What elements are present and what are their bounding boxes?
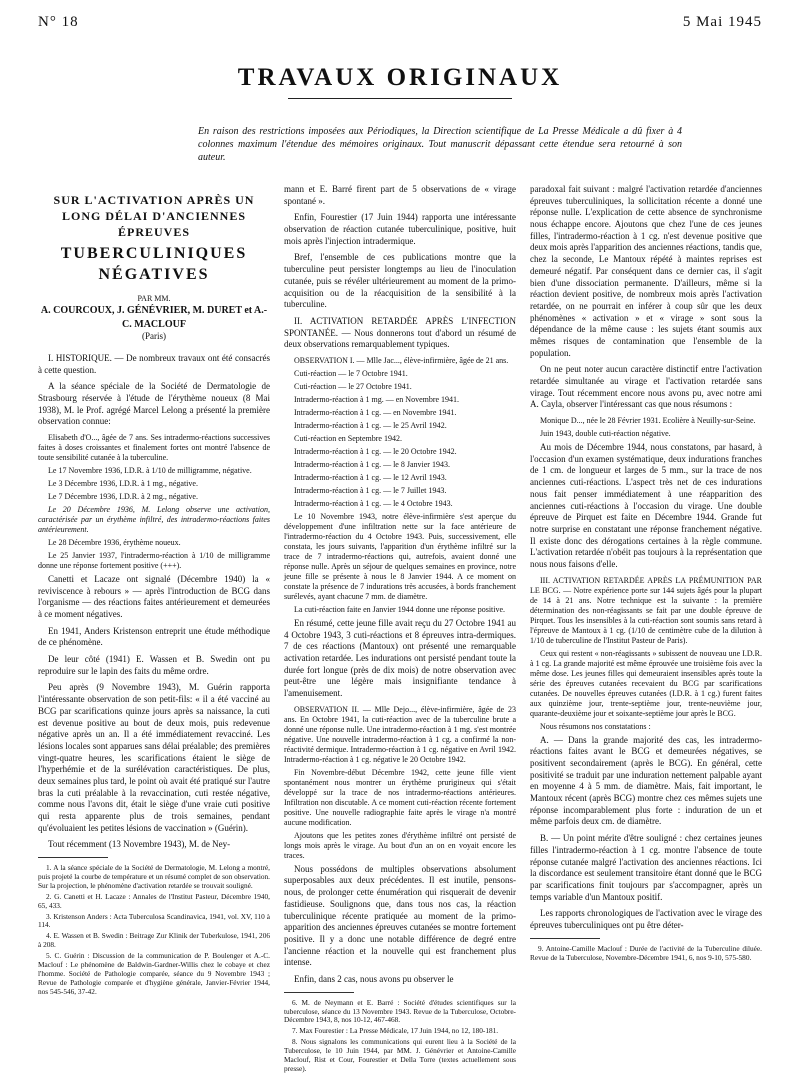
footnote-rule	[284, 992, 354, 993]
footnote: 4. E. Wassen et B. Swedin : Beitrage Zur Klinik der Tuberkulose, 1941, 206 à 208.	[38, 931, 270, 950]
article-heading	[38, 192, 270, 343]
section-block	[530, 576, 762, 732]
paragraph: De leur côté (1941) E. Wassen et B. Swedin ont pu reproduire sur le lapin des faits du même ordre.	[38, 654, 270, 676]
paragraph: Enfin, Fourestier (17 Juin 1944) rapporta une intéressante observation de réaction cutanée tuberculinique, positive, huit mois après l'injection intradermique.	[284, 212, 516, 246]
column-3	[530, 184, 762, 1076]
observation-line: Cuti-réaction — le 7 Octobre 1941.	[294, 368, 408, 378]
case-line: Juin 1943, double cuti-réaction négative.	[540, 429, 671, 439]
observation-block	[38, 433, 270, 571]
observation-line: Intradermo-réaction à 1 cg. — en Novembre 1941.	[294, 407, 457, 417]
article-columns	[38, 184, 762, 1076]
issue-number: N° 18	[38, 14, 79, 30]
observation-line: Le 25 Janvier 1937, l'intradermo-réaction à 1/10 de milligramme donne une réponse fortement positive (+++).	[38, 550, 270, 570]
observation-text: Fin Novembre-début Décembre 1942, cette jeune fille vient spontanément nous montrer un érythème prurigineux qui s'était développé sur la trace de nos intradermo-réactions antérieures. Infiltration non discutable. A ce moment cuti-réaction récente fortement positive. Une nouvelle radiographie faite après le virage n'a montré aucune modification.	[284, 767, 516, 827]
paragraph: Les rapports chronologiques de l'activation avec le virage des épreuves tuberculiniques ont pu être déter-	[530, 908, 762, 930]
footnote: 6. M. de Neymann et E. Barré : Société d'études scientifiques sur la tuberculose, séance du 13 Novembre 1943. Revue de la Tuberculose, Octobre-Décembre 1943, 8, nos 10-12, 467-468.	[284, 997, 516, 1025]
observation-line: Le 3 Décembre 1936, I.D.R. à 1 mg., négative.	[48, 478, 198, 488]
editorial-notice: En raison des restrictions imposées aux Périodiques, la Direction scientifique de La Presse Médicale a dû fixer à 4 colonnes maximum l'étendue des mémoires originaux. Tout manuscrit dépassant cette étendue sera retourné à son auteur.	[198, 126, 682, 163]
observation-line: Le 17 Novembre 1936, I.D.R. à 1/10 de milligramme, négative.	[48, 465, 252, 475]
article-title-line1: SUR L'ACTIVATION APRÈS UN LONG DÉLAI D'ANCIENNES ÉPREUVES	[53, 193, 255, 240]
footnote: 1. A la séance spéciale de la Société de Dermatologie, M. Lelong a montré, puis projeté la courbe de température et un résumé complet de son observation. Sur la projection, le phénomène d'activation retardée se trouvait souligné.	[38, 863, 270, 890]
section-title: TRAVAUX ORIGINAUX	[237, 64, 563, 91]
footnote: 7. Max Fourestier : La Presse Médicale, 17 Juin 1944, no 12, 180-181.	[292, 1026, 499, 1036]
paragraph: Ceux qui restent « non-réagissants » subissent de nouveau une I.D.R. à 1 cg. La grande majorité est même éprouvée une troisième fois avec la même dose. Les jeunes filles qui demeuraient insensibles après toute la série des épreuves cutanées recevaient du BCG par scarifications cutanées. De nouvelles épreuves cutanées (I.D.R. à 1 cg.) furent faites aux quinzième jour, trente-septième jour, trente-neuvième jour, quarante-deuxième jour et soixante-septième jour après le BCG.	[530, 648, 762, 718]
footnote: 3. Kristenson Anders : Acta Tuberculosa Scandinavica, 1941, vol. XV, 110 à 114.	[38, 911, 270, 930]
paragraph: I. HISTORIQUE. — De nombreux travaux ont été consacrés à cette question.	[38, 352, 270, 375]
issue-date: 5 Mai 1945	[682, 14, 762, 30]
observation-title: OBSERVATION I. — Mlle Jac..., élève-infirmière, âgée de 21 ans.	[294, 355, 509, 365]
authors: A. COURCOUX, J. GÉNÉVRIER, M. DURET et A.-C. MACLOUF	[40, 305, 268, 330]
section-heading: III. ACTIVATION RETARDÉE APRÈS LA PRÉMUNITION PAR LE BCG. — Notre expérience porte sur 144 sujets âgés pour la plupart de 14 à 21 ans. Notre technique est la suivante : la première détermination des non-réagissants se fait par une double épreuve de Pirquet. Tous les insensibles à la cuti-réaction sont soumis sans retard à l'épreuve de Mantoux à 1 cg. (1/10 de centimètre cube de la dilution à 1/10 de tuberculine de l'Institut Pasteur de Paris).	[530, 575, 762, 645]
observation-line: Intradermo-réaction à 1 cg. — le 25 Avril 1942.	[294, 420, 447, 430]
article-title-line2: TUBERCULINIQUES NÉGATIVES	[60, 244, 248, 284]
footnote-rule	[530, 938, 600, 939]
paragraph: Peu après (9 Novembre 1943), M. Guérin rapporta l'intéressante observation de son petit-fils: « il a été vacciné au BCG par scarifications quinze jours après sa naissance, la cuti est devenue positive au bout de deux mois, puis redevenue négative après un an. Il a été immédiatement revacciné. Les lésions locales sont apparues sans délai préalable; des premières vingt-quatre heures, les scarifications étaient le siège de l'hyperhémie et de la surélévation caractéristiques. De plus, deux semaines plus tard, le point où avait été pratiqué sur l'autre bras la cuti préalable à la revaccination, cuti restée négative, comme nous l'avons dit, était le siège d'une vraie cuti positive qui resta apparente plus de trois semaines, pendant qu'évoluaient les petites lésions de vaccination » (Guérin).	[38, 682, 270, 833]
authors-prefix: PAR MM.	[137, 293, 171, 303]
observation-text: La cuti-réaction faite en Janvier 1944 donne une réponse positive.	[294, 604, 506, 614]
paragraph: A. — Dans la grande majorité des cas, les intradermo-réactions faites avant le BCG et demeurées négatives, se positivent secondairement (après le BCG). En général, cette positivité se traduit par une induration nettement palpable ayant en moyenne 4 à 5 mm. de diamètre. Mais, fait important, le Mantoux récent (après BCG) montre chez ces mêmes sujets une réponse incomparablement plus forte : induration de un et même parfois deux cm. de diamètre.	[530, 734, 762, 827]
page-header	[38, 14, 762, 36]
observation-line: Intradermo-réaction à 1 cg. — le 7 Juillet 1943.	[294, 485, 447, 495]
observation-line: Cuti-réaction en Septembre 1942.	[294, 433, 402, 443]
column-1	[38, 184, 270, 1076]
paragraph: B. — Un point mérite d'être souligné : chez certaines jeunes filles l'intradermo-réaction à 1 cg. montre l'absence de toute réponse cutanée malgré l'activation des anciennes réactions. Ici la discordance est seulement transitoire étant donné que le BCG par scarifications finit toujours par s'accompagner, après un temps variable d'un Mantoux positif.	[530, 833, 762, 902]
paragraph: Canetti et Lacaze ont signalé (Décembre 1940) la « reviviscence à rebours » — après l'introduction de BCG dans l'organisme — des réactions faites antérieurement et demeurées à ce moment négatives.	[38, 573, 270, 620]
observation-text: Le 10 Novembre 1943, notre élève-infirmière s'est aperçue du développement d'une infiltration nette sur la face antérieure de l'intradermo-réaction du 4 Octobre 1943. Puis, successivement, elle constata, les jours suivants, l'apparition d'un érythème infiltré sur la trace de 7 intradermo-réactions qui, autrefois, avaient donné une réponse nulle. Après un séjour de quelques semaines en province, notre jeune fille se présente à nous le 8 Janvier 1944. A ce moment on constate la présence de 7 indurations très accusées, à bords franchement surélevés, ayant chacune 7 mm. de diamètre.	[284, 511, 516, 601]
paragraph: On ne peut noter aucun caractère distinctif entre l'activation retardée simultanée au virage et l'activation retardée sans virage. Tout récemment encore nous avons pu, avec notre ami A. Cayla, observer l'intéressant cas que nous résumons :	[530, 364, 762, 410]
paragraph: A la séance spéciale de la Société de Dermatologie de Strasbourg réservée à l'étude de l'érythème noueux (8 Mai 1938), M. le Prof. agrégé Marcel Lelong a présenté la première observation connue:	[38, 381, 270, 427]
footnote: 2. G. Canetti et H. Lacaze : Annales de l'Institut Pasteur, Décembre 1940, 65, 433.	[38, 891, 270, 910]
authors-location: (Paris)	[142, 331, 166, 342]
paragraph: Nous résumons nos constatations :	[540, 721, 651, 731]
footnotes	[38, 864, 270, 996]
footnotes	[284, 999, 516, 1074]
paragraph: Au mois de Décembre 1944, nous constatons, par hasard, à l'occasion d'un examen systématique, deux indurations franches de 1 cm. de longueur et larges de 5 mm., sur la trace de nos anciennes cuti-réactions. L'aspect très net de ces indurations nous fait penser immédiatement à une réapparition des anciennes cuti-réactions à l'occasion du virage. Une double épreuve de Pirquet est faite en Décembre 1944. Grande fut notre surprise en constatant une réponse franchement négative. Il existe donc des dérogations certaines à la règle commune. L'activation retardée n'obéit pas toujours à la représentation que nous nous faisons d'elle.	[530, 442, 762, 569]
column-2	[284, 184, 516, 1076]
observation-block	[284, 705, 516, 861]
observation-line: Le 20 Décembre 1936, M. Lelong observe une activation, caractérisée par un érythème infiltré, des intradermo-réactions faites antérieurement.	[38, 504, 270, 534]
paragraph: Nous possédons de multiples observations absolument superposables aux deux précédentes. Il est inutile, pensons-nous, de prolonger cette énumération qui risquerait de devenir fastidieuse. Soulignons que, dans tous nos cas, la réaction tuberculinique récente pratiquée au moment de la primo-apparition des anciennes épreuves cutanées se montre fortement positive. Il y a donc une notable différence de degré entre l'ancienne réaction et la nouvelle qui est franchement plus intense.	[284, 863, 516, 968]
observation-line: Intradermo-réaction à 1 mg. — en Novembre 1941.	[294, 394, 460, 404]
observation-line: Intradermo-réaction à 1 cg. — le 4 Octobre 1943.	[294, 498, 453, 508]
case-line: Monique D..., née le 28 Février 1931. Ecolière à Neuilly-sur-Seine.	[540, 416, 756, 426]
footnote-rule	[38, 857, 108, 858]
footnote: 5. C. Guérin : Discussion de la communication de P. Boulenger et A.-C. Maclouf : Le phénomène de Baldwin-Gardner-Willis chez le cobaye et chez l'homme. Société de Pathologie comparée, séance du 9 Novembre 1943 ; Revue de Pathologie comparée et d'hygiène générale, Janvier-Février 1944, nos 545-546, 37-42.	[38, 951, 270, 996]
footnote: 8. Nous signalons les communications qui eurent lieu à la Société de la Tuberculose, le 10 Juin 1944, par MM. J. Génévrier et Antoine-Camille Maclouf, Rist et Cour, Fourestier et Della Torre (textes actuellement sous presse).	[284, 1037, 516, 1073]
observation-text: Ajoutons que les petites zones d'érythème infiltré ont persisté de longs mois après le virage. Au bout d'un an on en voyait encore les traces.	[284, 830, 516, 860]
footnotes	[530, 945, 762, 963]
paragraph: En 1941, Anders Kristenson entreprit une étude méthodique de ce phénomène.	[38, 625, 270, 648]
observation-line: Intradermo-réaction à 1 cg. — le 20 Octobre 1942.	[294, 446, 457, 456]
case-block	[530, 416, 762, 439]
observation-line: Elisabeth d'O..., âgée de 7 ans. Ses intradermo-réactions successives faites à doses croissantes et finalement fortes ont montré l'absence de toute sensibilité cutanée à la tuberculine.	[38, 432, 270, 462]
observation-title: OBSERVATION II. — Mlle Dejo..., élève-infirmière, âgée de 23 ans. En Octobre 1941, la cuti-réaction avec de la tuberculine brute a donné une réponse nulle. Une intradermo-réaction à 1 mg. s'est montrée négative. Une nouvelle intradermo-réaction à 1 cg. a confirmé la non-réactivité dermique. Intradermo-réaction à 1 cg. négative en Avril 1942. Intradermo-réaction à 1 cg. négative le 20 Octobre 1942.	[284, 704, 516, 764]
title-rule	[288, 98, 512, 99]
observation-line: Intradermo-réaction à 1 cg. — le 8 Janvier 1943.	[294, 459, 450, 469]
paragraph: mann et E. Barré firent part de 5 observations de « virage spontané ».	[284, 184, 516, 206]
paragraph: Enfin, dans 2 cas, nous avons pu observer le	[294, 973, 454, 984]
observation-block	[284, 356, 516, 615]
observation-line: Le 7 Décembre 1936, I.D.R. à 2 mg., négative.	[48, 491, 198, 501]
section-heading: II. ACTIVATION RETARDÉE APRÈS L'INFECTION SPONTANÉE. — Nous donnerons tout d'abord un résumé de deux observations remarquablement typiques.	[284, 315, 516, 350]
observation-line: Intradermo-réaction à 1 cg. — le 12 Avril 1943.	[294, 472, 447, 482]
paragraph: En résumé, cette jeune fille avait reçu du 27 Octobre 1941 au 4 Octobre 1943, 3 cuti-réactions et 8 épreuves intra-dermiques. 7 de ces réactions (Mantoux) ont présenté une remarquable activation retardée. Les indurations ont persisté pendant toute la durée fort longue (près de dix mois) de notre observation avec peut-être une légère mais insignifiante tendance à l'amenuisement.	[284, 617, 516, 699]
paragraph: Bref, l'ensemble de ces publications montre que la tuberculine peut persister longtemps au lieu de l'inoculation cutanée, puis se révéler ultérieurement au moment de la primo-acquisition ou de la réacquisition de la sensibilité à la tuberculine.	[284, 252, 516, 310]
observation-line: Le 28 Décembre 1936, érythème noueux.	[48, 537, 181, 547]
paragraph: paradoxal fait suivant : malgré l'activation retardée d'anciennes épreuves tuberculiniques, la sollicitation récente a donné une réponse nulle. L'explication de cette absence de synchronisme nous échappe encore. Ajoutons que chez l'une de ces jeunes filles, l'intradermo-réaction à 1 cg. n'est devenue positive que deux mois après l'apparition des anciennes réactions, tandis que, chez la seconde, Le Mantoux répété à maintes reprises est demeuré négatif. Par conséquent dans ce dernier cas, il s'agit bien d'une dissociation permanente. D'ailleurs, même si la réaction devient positive, de nombreux mois après l'activation retardée, on ne pourrait en inférer à coup sûr que les deux phénomènes « activation » et « virage » sont sous la dépendance de la même cause : les sujets étant soumis aux mêmes risques de contamination que l'ensemble de la population.	[530, 184, 762, 358]
observation-line: Cuti-réaction — le 27 Octobre 1941.	[294, 381, 412, 391]
footnote: 9. Antoine-Camille Maclouf : Durée de l'activité de la Tuberculine diluée. Revue de la Tuberculose, Novembre-Décembre 1941, 6, nos 9-10, 575-580.	[530, 943, 762, 962]
paragraph: Tout récemment (13 Novembre 1943), M. de Ney-	[48, 839, 231, 850]
